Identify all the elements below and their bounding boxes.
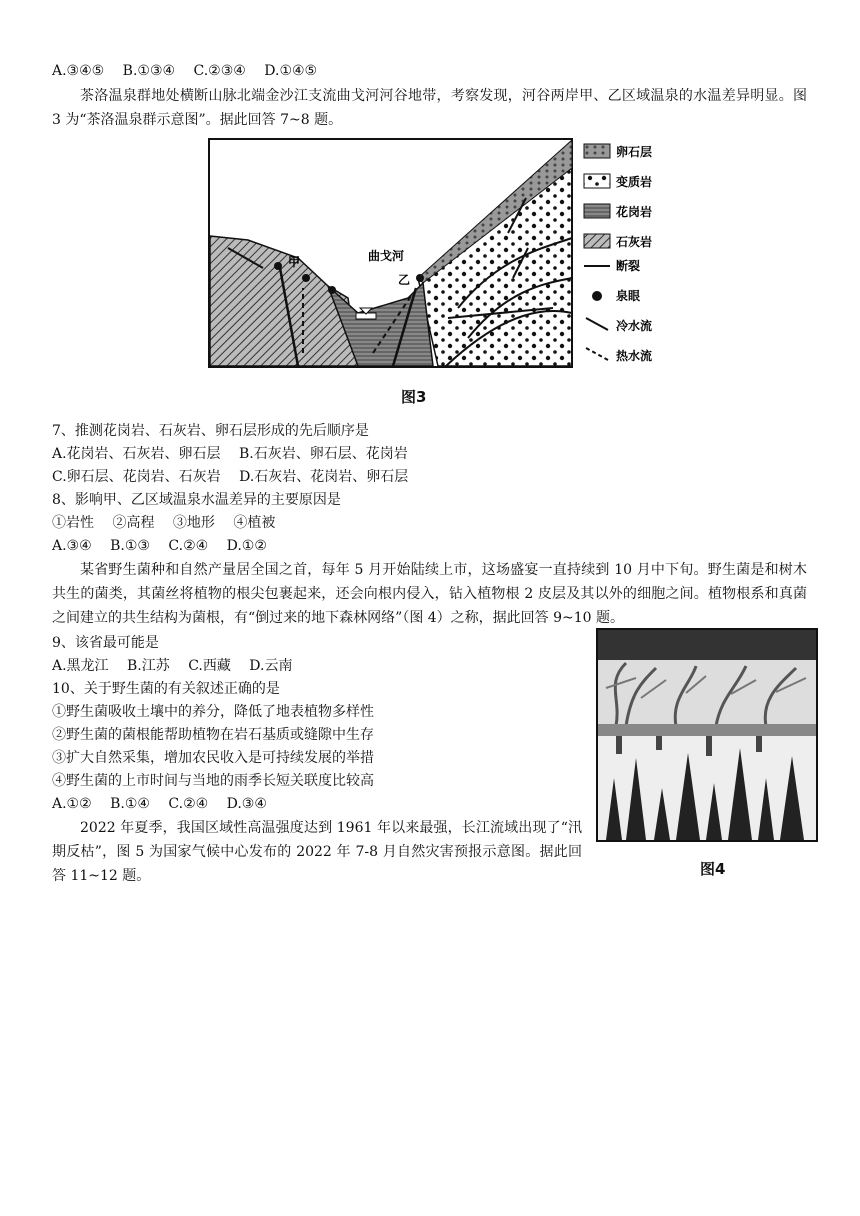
legend-cold-flow: 冷水流 bbox=[616, 319, 653, 333]
q10-options: A.①② B.①④ C.②④ D.③④ bbox=[52, 796, 267, 812]
intro-9-10: 某省野生菌种和自然产量居全国之首，每年 5 月开始陆续上市，这场盛宴一直持续到 10 月中下旬。野生菌是和树木共生的菌类，其菌丝将植物的根尖包裹起来，还会向根内侵入，钻入植物根 2 皮层及其以外的细胞之间。植物根系和真菌之间建立的共生结构为菌根，有“倒过来的地下森林网络”（图 4）之称，据此回答 9~10 题。 bbox=[52, 562, 807, 626]
figure-3-diagram bbox=[208, 138, 678, 370]
q9-options: A.黑龙江 B.江苏 C.西藏 D.云南 bbox=[52, 658, 293, 674]
legend-hot-flow: 热水流 bbox=[616, 349, 653, 363]
legend-metamorphic: 变质岩 bbox=[616, 175, 653, 189]
q8-options: A.③④ B.①③ C.②④ D.①② bbox=[52, 538, 267, 554]
q7-options-1: A.花岗岩、石灰岩、卵石层 B.石灰岩、卵石层、花岗岩 bbox=[52, 446, 408, 462]
figure-3-caption: 图3 bbox=[401, 388, 427, 406]
legend-granite: 花岗岩 bbox=[616, 205, 653, 219]
q10-statement-3: ③扩大自然采集，增加农民收入是可持续发展的举措 bbox=[52, 750, 374, 766]
figure-4-image bbox=[596, 628, 818, 842]
label-jia: 甲 bbox=[288, 255, 301, 269]
intro-11-12: 2022 年夏季，我国区域性高温强度达到 1961 年以来最强，长江流域出现了“汛期反枯”，图 5 为国家气候中心发布的 2022 年 7-8 月自然灾害预报示意图。据此回答 11~12 题。 bbox=[52, 820, 582, 884]
intro-7-8: 茶洛温泉群地处横断山脉北端金沙江支流曲戈河河谷地带，考察发现，河谷两岸甲、乙区域温泉的水温差异明显。图 3 为“茶洛温泉群示意图”。据此回答 7~8 题。 bbox=[52, 88, 807, 128]
q10-statement-2: ②野生菌的菌根能帮助植物在岩石基质或缝隙中生存 bbox=[52, 727, 374, 743]
figure-3-legend bbox=[584, 144, 652, 363]
legend-limestone: 石灰岩 bbox=[616, 235, 653, 249]
q7-stem: 7、推测花岗岩、石灰岩、卵石层形成的先后顺序是 bbox=[52, 423, 369, 439]
q10-statement-1: ①野生菌吸收土壤中的养分，降低了地表植物多样性 bbox=[52, 704, 374, 720]
label-yi: 乙 bbox=[398, 273, 411, 287]
river-label: 曲戈河 bbox=[368, 249, 405, 263]
label-river bbox=[368, 248, 404, 263]
legend-pebble: 卵石层 bbox=[616, 145, 653, 159]
figure-4-caption: 图4 bbox=[700, 860, 726, 878]
q7-options-2: C.卵石层、花岗岩、石灰岩 D.石灰岩、花岗岩、卵石层 bbox=[52, 469, 409, 485]
q10-stem: 10、关于野生菌的有关叙述正确的是 bbox=[52, 681, 280, 697]
q9-stem: 9、该省最可能是 bbox=[52, 635, 159, 651]
q8-factors: ①岩性 ②高程 ③地形 ④植被 bbox=[52, 515, 276, 531]
legend-spring: 泉眼 bbox=[616, 289, 641, 303]
q6-options: A.③④⑤ B.①③④ C.②③④ D.①④⑤ bbox=[52, 63, 318, 79]
q10-statement-4: ④野生菌的上市时间与当地的雨季长短关联度比较高 bbox=[52, 773, 374, 789]
legend-fault: 断裂 bbox=[616, 259, 641, 273]
q8-stem: 8、影响甲、乙区域温泉水温差异的主要原因是 bbox=[52, 492, 341, 508]
